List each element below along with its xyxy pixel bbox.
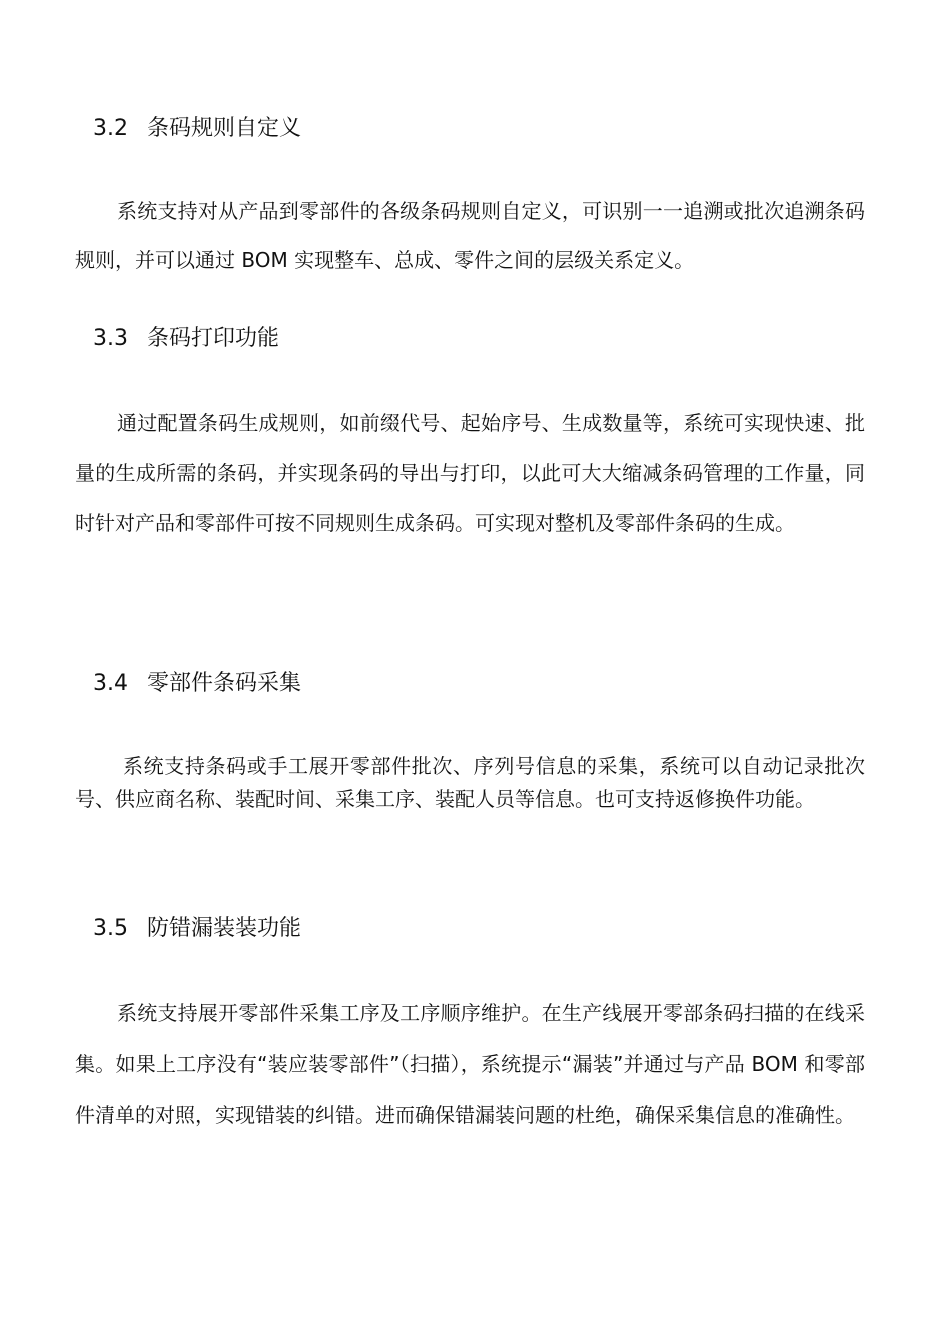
section-body-3-3: 通过配置条码生成规则，如前缀代号、起始序号、生成数量等，系统可实现快速、批量的生成所需的条码，并实现条码的导出与打印，以此可大大缩减条码管理的工作量，同时针对产品和零部件可按不同规则生成条码。可实现对整机及零部件条码的生成。 xyxy=(75,411,865,535)
section-title: 条码规则自定义 xyxy=(147,116,302,141)
section-number: 3.3 xyxy=(93,326,128,351)
section-heading-3-4 xyxy=(93,669,301,699)
section-heading-3-2 xyxy=(93,114,301,144)
section-body-3-4: 系统支持条码或手工展开零部件批次、序列号信息的采集，系统可以自动记录批次号、供应商名称、装配时间、采集工序、装配人员等信息。也可支持返修换件功能。 xyxy=(75,754,865,811)
section-title: 条码打印功能 xyxy=(147,326,280,351)
section-title: 零部件条码采集 xyxy=(147,671,302,696)
section-number: 3.2 xyxy=(93,116,128,141)
section-title: 防错漏装装功能 xyxy=(147,916,302,941)
section-heading-3-5 xyxy=(93,914,301,944)
section-body-3-2: 系统支持对从产品到零部件的各级条码规则自定义，可识别一一追溯或批次追溯条码规则，并可以通过 BOM 实现整车、总成、零件之间的层级关系定义。 xyxy=(75,199,865,272)
section-number: 3.5 xyxy=(93,916,128,941)
section-body-3-5: 系统支持展开零部件采集工序及工序顺序维护。在生产线展开零部条码扫描的在线采集。如果上工序没有“装应装零部件”（扫描），系统提示“漏装”并通过与产品 BOM 和零部件清单的对照，实现错装的纠错。进而确保错漏装问题的杜绝，确保采集信息的准确性。 xyxy=(75,1001,865,1127)
section-number: 3.4 xyxy=(93,671,128,696)
section-heading-3-3 xyxy=(93,324,279,354)
